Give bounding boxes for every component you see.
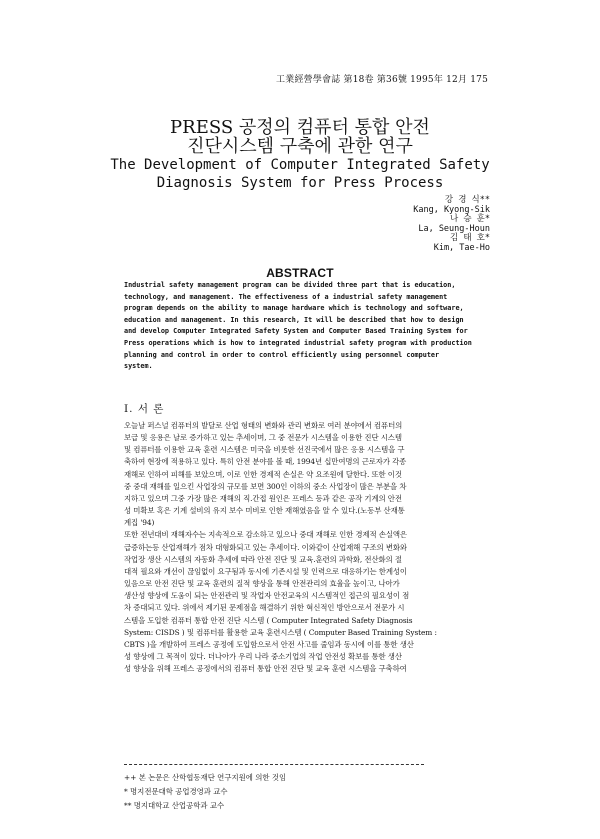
body-line: 축하여 현장에 적용하고 있다. 특히 안전 분야를 볼 때, 1994년 십만여명의 근로자가 각종 — [124, 457, 407, 467]
english-title-line-1: The Development of Computer Integrated Safety — [110, 157, 490, 173]
abstract-line: Press operations which is how to integrated industrial safety program with production — [124, 338, 472, 347]
body-line: 성 향상을 위해 프레스 공정에서의 컴퓨터 통합 안전 진단 및 교육 훈련 시스템을 구축하여 — [124, 664, 407, 674]
title-block — [0, 118, 600, 192]
body-line: 작업장 생산 시스템의 자동화 추세에 따라 안전 진단 및 교육.훈련의 과학화, 전산화의 절 — [124, 554, 402, 564]
korean-title-line-1: PRESS 공정의 컴퓨터 통합 안전 — [170, 117, 430, 138]
footnote: ** 명지대학교 산업공학과 교수 — [124, 801, 225, 810]
body-line: 재해로 인하여 피해를 보았으며, 이로 인한 경제적 손실은 약 요조원에 달한다. 또한 이것 — [124, 469, 402, 479]
body-line: 오늘날 퍼스널 컴퓨터의 발달로 산업 형태의 변화와 관리 변화로 여러 분야에서 컴퓨터의 — [124, 421, 403, 430]
body-line: System: CISDS ) 및 컴퓨터를 활용한 교육 훈련시스템 ( Computer Based Training System : — [124, 627, 437, 637]
abstract-line: and develop Computer Integrated Safety System and Computer Based Training System for — [124, 327, 468, 336]
body-line: CBTS )을 개발하여 프레스 공정에 도입함으로서 안전 사고를 줄임과 동시에 이를 통한 생산 — [124, 639, 414, 649]
author-line: La, Seung-Houn — [418, 223, 490, 234]
body-line: 또한 전년대비 재해자수는 지속적으로 감소하고 있으나 중대 재해로 인한 경제적 손실액은 — [124, 530, 407, 540]
abstract-line: system. — [124, 362, 153, 371]
section-heading-introduction: I. 서 론 — [124, 403, 165, 415]
body-line: 보급 및 응용은 날로 증가하고 있는 추세이며, 그 중 전문가 시스템을 이용한 진단 시스템 — [124, 433, 402, 443]
footnote: * 명지전문대학 공업경영과 교수 — [124, 787, 228, 796]
author-line: Kang, Kyong-Sik — [413, 204, 490, 215]
body-line: 차 증대되고 있다. 위에서 제기된 문제점을 해결하기 위한 혁신적인 방안으로서 전문가 시 — [124, 603, 405, 613]
abstract-line: program depends on the ability to manage hardware which is technology and software, — [124, 304, 464, 313]
footnote-divider — [124, 764, 424, 765]
body-line: 및 컴퓨터를 이용한 교육 훈련 시스템은 미국을 비롯한 선진국에서 많은 응용 시스템을 구 — [124, 445, 405, 455]
body-line: 대적 필요와 개선이 끊임없이 요구됨과 동시에 기존시설 및 인력으로 대응하기는 한계성이 — [124, 566, 407, 576]
author-line: 나 승 훈* — [450, 214, 490, 225]
body-line: 있음으로 안전 진단 및 교육 훈련의 질적 향상을 통해 안전관리의 효율을 높이고, 나아가 — [124, 579, 400, 589]
body-line: 지하고 있으며 그중 가장 많은 재해의 직.간접 원인은 프레스 등과 같은 공작 기계의 안전 — [124, 493, 402, 503]
body-line: 급증하는등 산업재해가 점차 대형화되고 있는 추세이다. 이와같이 산업재해 구조의 변화와 — [124, 542, 407, 552]
body-line: 성 미확보 혹은 기계 설비의 유지 보수 미비로 인한 재해였음을 알 수 있다.(노동부 산재통 — [124, 506, 405, 516]
author-list — [413, 196, 490, 254]
body-line: 스템을 도입한 컴퓨터 통합 안전 진단 시스템 ( Computer Integrated Safety Diagnosis — [124, 615, 413, 625]
footnotes — [124, 771, 286, 813]
abstract-line: planning and control in order to control efficiently using personnel computer — [124, 350, 440, 359]
body-line: 성 향상에 그 목적이 있다. 더나아가 우리 나라 중소기업의 작업 안전성 확보를 통한 생산 — [124, 651, 402, 661]
journal-header: 工業經營學會誌 第18卷 第36號 1995年 12月 175 — [276, 75, 488, 85]
english-title-line-2: Diagnosis System for Press Process — [156, 175, 444, 191]
author-line: 김 태 호* — [450, 233, 490, 244]
abstract-line: education and management. In this research, It will be described that how to design — [124, 315, 464, 324]
body-line: 생산성 향상에 도움이 되는 안전관리 및 작업자 안전교육의 시스템적인 접근의 필요성이 점 — [124, 591, 410, 601]
body-line: 계집 '94) — [124, 518, 155, 528]
body-line: 중 중대 재해를 일으킨 사업장의 규모를 보면 300인 이하의 중소 사업장이 많은 부분을 차 — [124, 481, 407, 491]
author-line: Kim, Tae-Ho — [433, 242, 490, 253]
introduction-body — [124, 420, 486, 675]
abstract-heading: ABSTRACT — [266, 266, 334, 280]
abstract-body — [124, 280, 490, 373]
korean-title-line-2: 진단시스템 구축에 관한 연구 — [187, 136, 413, 157]
footnote: ++ 본 논문은 산학협동재단 연구지원에 의한 것임 — [124, 773, 287, 782]
abstract-line: Industrial safety management program can be divided three part that is education, — [124, 281, 456, 289]
author-line: 강 경 식** — [444, 195, 490, 205]
abstract-line: technology, and management. The effectiveness of a industrial safety management — [124, 292, 448, 301]
